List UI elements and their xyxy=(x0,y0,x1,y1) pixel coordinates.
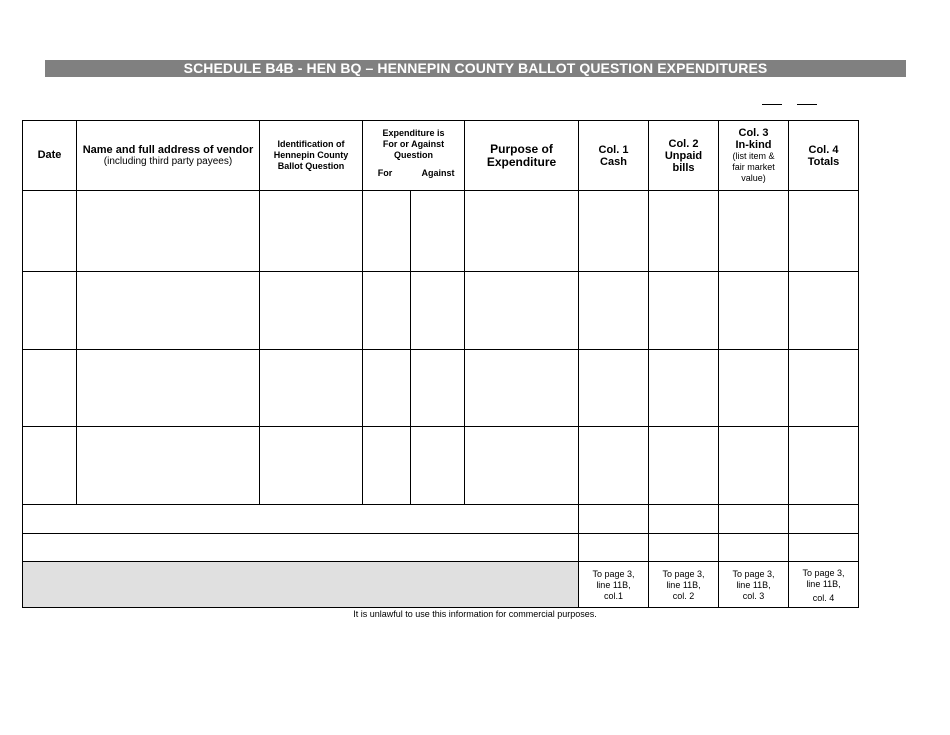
ref-col4-line2: line 11B, xyxy=(806,579,841,589)
header-col3-note2: fair market xyxy=(732,162,775,172)
header-col2-line3: bills xyxy=(672,161,695,174)
ref-col2-line2: line 11B, xyxy=(666,580,701,590)
header-col3-note1: (list item & xyxy=(732,151,775,161)
header-identification-line1: Identification of xyxy=(277,139,345,149)
header-against: Against xyxy=(421,167,455,178)
header-col2-line2: Unpaid xyxy=(664,149,703,162)
header-col4-line2: Totals xyxy=(807,155,840,168)
ref-col4-line3: col. 4 xyxy=(812,593,835,603)
ref-col1-line3: col.1 xyxy=(603,591,623,601)
ref-col2 xyxy=(649,569,718,602)
ref-col2-line1: To page 3, xyxy=(662,569,705,579)
header-col2 xyxy=(649,121,718,190)
header-expenditure-line1: Expenditure is xyxy=(382,127,445,138)
header-col3-line1: Col. 3 xyxy=(738,127,769,139)
header-date-label: Date xyxy=(37,149,62,161)
commercial-use-disclaimer: It is unlawful to use this information for commercial purposes. xyxy=(353,609,597,619)
header-identification xyxy=(260,121,362,190)
ref-col4-line1: To page 3, xyxy=(802,568,845,578)
header-col1-line2: Cash xyxy=(600,155,627,168)
ref-col3-line2: line 11B, xyxy=(736,580,771,590)
ref-col3-line3: col. 3 xyxy=(742,591,765,601)
header-purpose-line2: Expenditure xyxy=(486,154,557,169)
header-vendor-note: (including third party payees) xyxy=(103,156,233,167)
header-col1-line1: Col. 1 xyxy=(598,143,629,156)
ref-col3 xyxy=(719,569,788,602)
header-expenditure-line2: For or Against xyxy=(382,138,445,149)
header-expenditure xyxy=(363,121,464,167)
shaded-total-row xyxy=(23,562,578,607)
header-expenditure-line3: Question xyxy=(393,149,433,160)
ref-col2-line3: col. 2 xyxy=(672,591,695,601)
header-col2-line1: Col. 2 xyxy=(668,137,699,150)
header-for: For xyxy=(377,167,393,178)
header-col3-line2: In-kind xyxy=(735,139,772,151)
ref-col1 xyxy=(579,569,648,602)
header-date xyxy=(23,121,76,190)
header-vendor xyxy=(77,121,259,190)
ref-col4 xyxy=(789,568,858,604)
header-purpose xyxy=(465,121,578,190)
header-identification-line3: Ballot Question xyxy=(277,161,345,171)
header-vendor-label: Name and full address of vendor xyxy=(82,144,254,156)
header-identification-line2: Hennepin County xyxy=(273,150,349,160)
header-col3-note3: value) xyxy=(741,173,766,183)
ref-col1-line1: To page 3, xyxy=(592,569,635,579)
header-col1 xyxy=(579,121,648,190)
header-col4-line1: Col. 4 xyxy=(808,143,839,156)
schedule-title: SCHEDULE B4B - HEN BQ – HENNEPIN COUNTY BALLOT QUESTION EXPENDITURES xyxy=(45,60,906,77)
header-col3 xyxy=(719,121,788,190)
header-col4 xyxy=(789,121,858,190)
ref-col1-line2: line 11B, xyxy=(596,580,631,590)
header-purpose-line1: Purpose of xyxy=(490,141,553,156)
ref-col3-line1: To page 3, xyxy=(732,569,775,579)
